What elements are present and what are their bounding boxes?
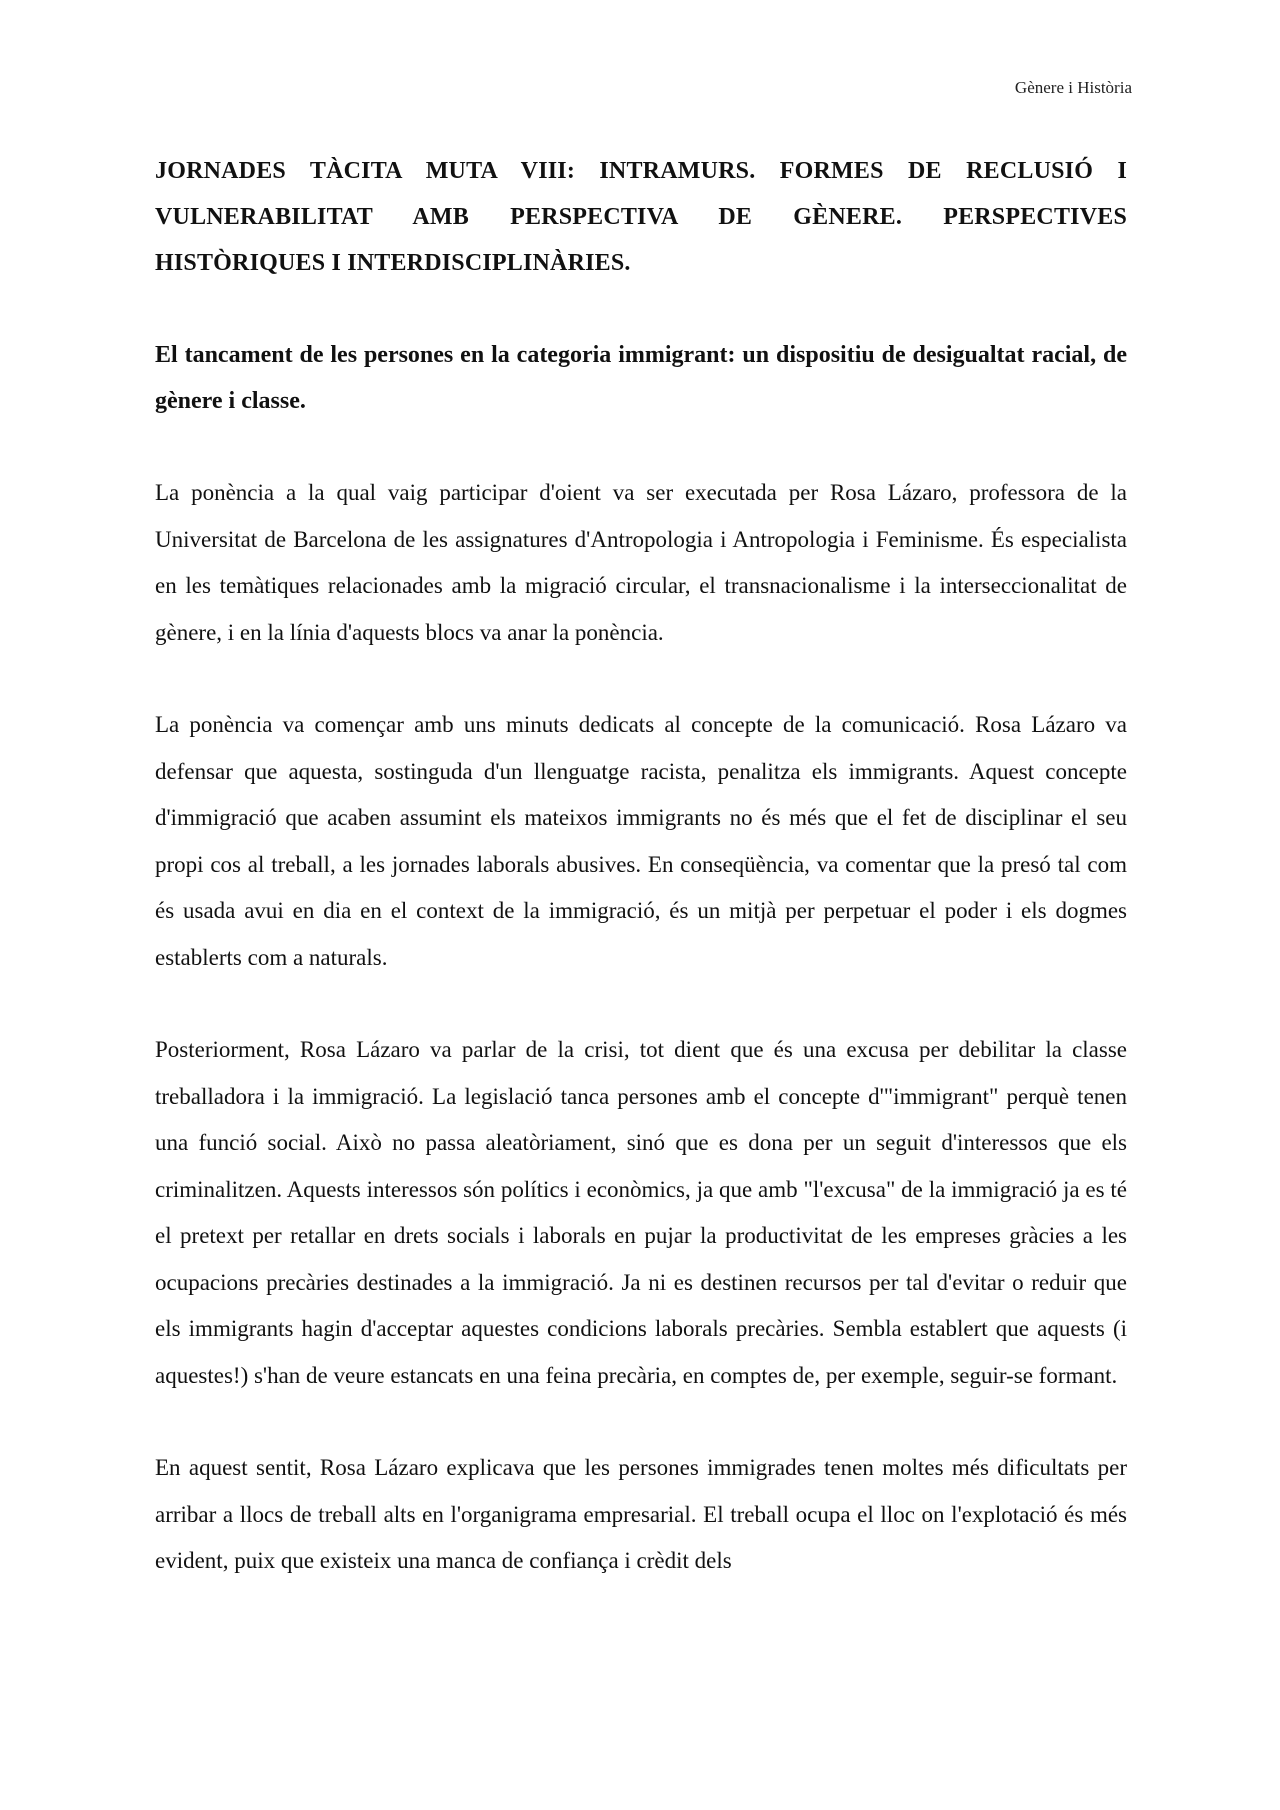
section-heading: El tancament de les persones en la categoria immigrant: un dispositiu de desigualtat racial, de gènere i classe. <box>155 342 1127 414</box>
paragraph-4: En aquest sentit, Rosa Lázaro explicava que les persones immigrades tenen moltes més dificultats per arribar a llocs de treball alts en l'organigrama empresarial. El treball ocupa el lloc on l'explotació és més evident, puix que existeix una manca de confiança i crèdit dels <box>155 1455 1127 1573</box>
paragraph-1: La ponència a la qual vaig participar d'oient va ser executada per Rosa Lázaro, professora de la Universitat de Barcelona de les assignatures d'Antropologia i Antropologia i Feminisme. És especialista en les temàtiques relacionades amb la migració circular, el transnacionalisme i la interseccionalitat de gènere, i en la línia d'aquests blocs va anar la ponència. <box>155 480 1127 645</box>
running-header: Gènere i Història <box>1014 78 1132 97</box>
document-body <box>155 148 1127 1585</box>
document-title: JORNADES TÀCITA MUTA VIII: INTRAMURS. FORMES DE RECLUSIÓ I VULNERABILITAT AMB PERSPECTIVA DE GÈNERE. PERSPECTIVES HISTÒRIQUES I INTERDISCIPLINÀRIES. <box>155 158 1127 276</box>
paragraph-2: La ponència va començar amb uns minuts dedicats al concepte de la comunicació. Rosa Lázaro va defensar que aquesta, sostinguda d'un llenguatge racista, penalitza els immigrants. Aquest concepte d'immigració que acaben assumint els mateixos immigrants no és més que el fet de disciplinar el seu propi cos al treball, a les jornades laborals abusives. En conseqüència, va comentar que la presó tal com és usada avui en dia en el context de la immigració, és un mitjà per perpetuar el poder i els dogmes establerts com a naturals. <box>155 712 1127 970</box>
paragraph-3: Posteriorment, Rosa Lázaro va parlar de la crisi, tot dient que és una excusa per debilitar la classe treballadora i la immigració. La legislació tanca persones amb el concepte d'"immigrant" perquè tenen una funció social. Això no passa aleatòriament, sinó que es dona per un seguit d'interessos que els criminalitzen. Aquests interessos són polítics i econòmics, ja que amb "l'excusa" de la immigració ja es té el pretext per retallar en drets socials i laborals en pujar la productivitat de les empreses gràcies a les ocupacions precàries destinades a la immigració. Ja ni es destinen recursos per tal d'evitar o reduir que els immigrants hagin d'acceptar aquestes condicions laborals precàries. Sembla establert que aquests (i aquestes!) s'han de veure estancats en una feina precària, en comptes de, per exemple, seguir-se formant. <box>155 1037 1127 1388</box>
